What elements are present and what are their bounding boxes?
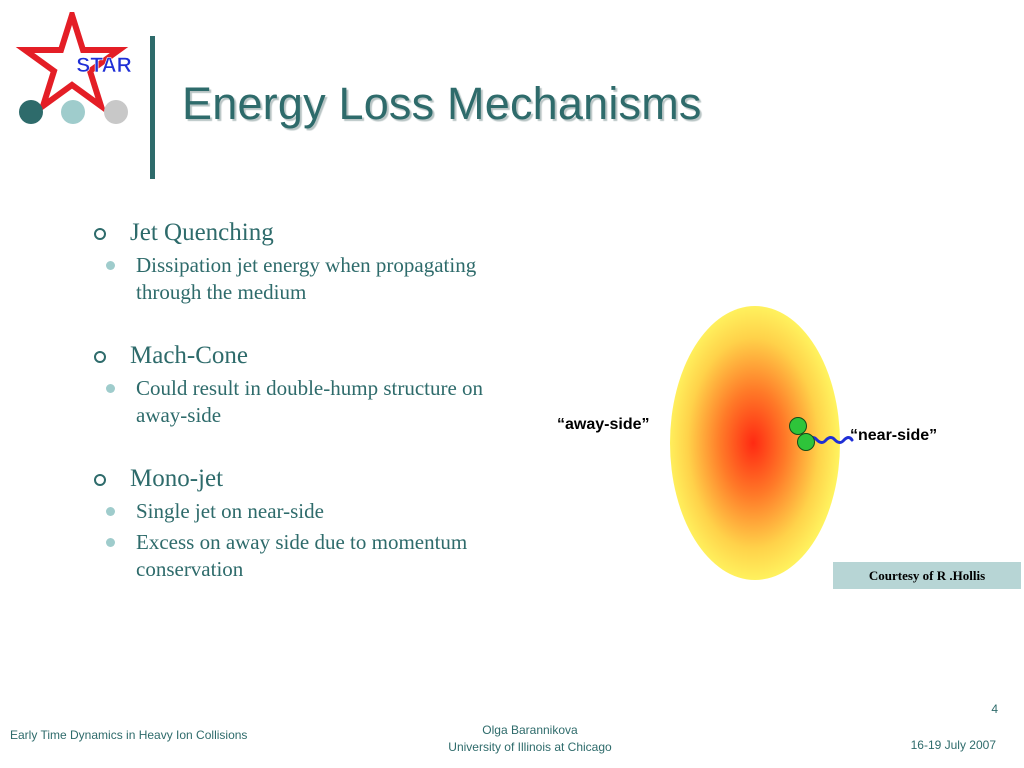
dot-grey-icon [104,100,128,124]
sub-bullet-text: Dissipation jet energy when propagating through the medium [136,253,477,304]
sub-bullet-item [54,375,492,429]
sub-bullet-item [54,498,492,525]
sub-bullet-text: Single jet on near-side [136,499,324,523]
bullet-item [92,464,492,494]
bullet-text: Mono-jet [130,465,224,492]
dot-bullet-icon [106,507,115,516]
footer-conference: Early Time Dynamics in Heavy Ion Collisions [10,728,248,742]
star-logo [14,12,144,132]
bullet-group-jet-quenching [92,218,492,306]
medium-diagram [540,300,980,600]
dot-bullet-icon [106,261,115,270]
dot-dark-icon [19,100,43,124]
bullet-group-mono-jet [92,464,492,583]
page-title: Energy Loss Mechanisms [182,78,702,129]
page-number: 4 [991,702,998,716]
bullet-text: Jet Quenching [130,219,274,246]
bullet-item [92,218,492,248]
title-divider [150,36,155,179]
ring-bullet-icon [94,351,106,363]
footer-date: 16-19 July 2007 [910,738,996,752]
ring-bullet-icon [94,474,106,486]
sub-bullet-text: Excess on away side due to momentum conservation [136,530,468,581]
ring-bullet-icon [94,228,106,240]
away-parton-icon [790,418,807,435]
sub-bullet-text: Could result in double-hump structure on away-side [136,376,484,427]
near-parton-icon [798,434,815,451]
near-side-label: “near-side” [850,427,938,444]
bullet-list [92,218,492,583]
bullet-group-mach-cone [92,341,492,429]
sub-bullet-item [54,529,492,583]
dot-bullet-icon [106,384,115,393]
bullet-item [92,341,492,371]
footer-author-block [380,722,680,756]
sub-bullet-item [54,252,492,306]
bullet-text: Mach-Cone [130,342,249,369]
dot-light-icon [61,100,85,124]
dot-bullet-icon [106,538,115,547]
logo-text: STAR [76,54,132,77]
courtesy-caption: Courtesy of R .Hollis [833,562,1021,589]
footer-institution: University of Illinois at Chicago [448,740,612,754]
footer-author: Olga Barannikova [482,723,578,737]
away-side-label: “away-side” [557,416,650,433]
